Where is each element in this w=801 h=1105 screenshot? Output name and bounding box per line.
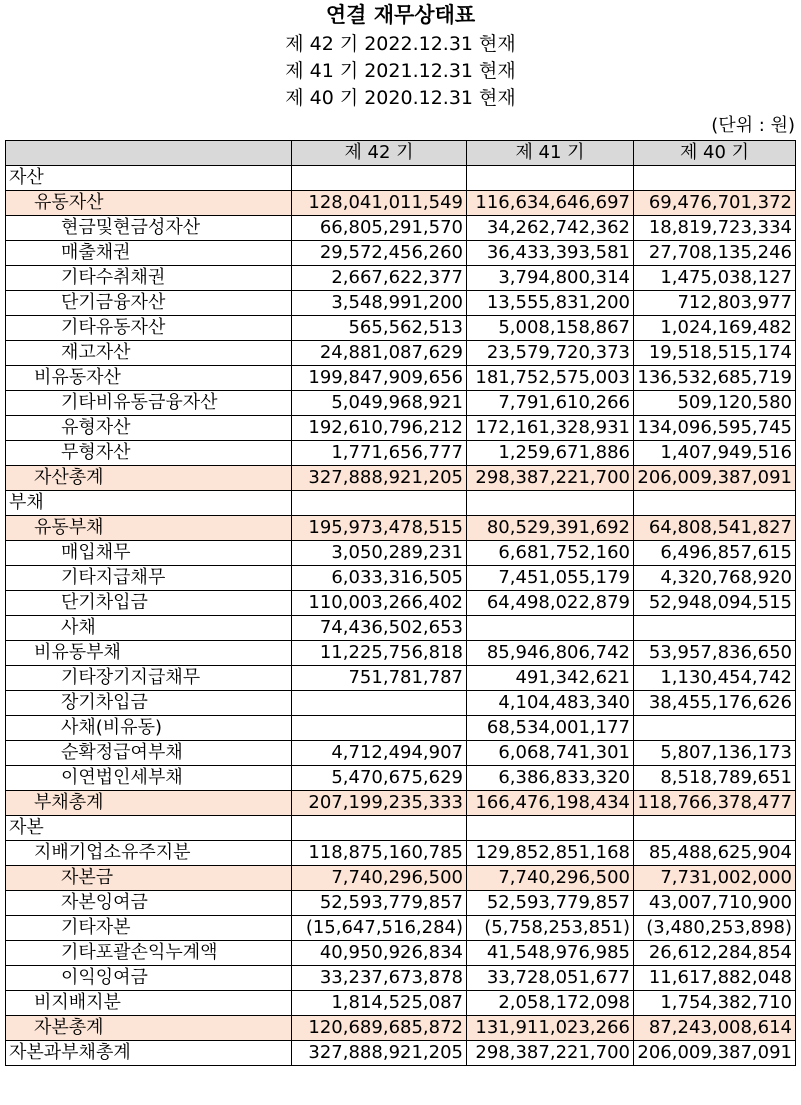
account-name-cell: 자산총계 (6, 466, 292, 491)
account-name-cell: 매입채무 (6, 541, 292, 566)
table-row (6, 441, 796, 466)
amount-cell: 7,731,002,000 (634, 866, 796, 891)
amount-cell: 712,803,977 (634, 291, 796, 316)
header-cell-period-40: 제 40 기 (634, 141, 796, 166)
table-row (6, 741, 796, 766)
unit-label: (단위 : 원) (711, 115, 795, 136)
amount-cell: 136,532,685,719 (634, 366, 796, 391)
amount-cell: 1,814,525,087 (292, 991, 467, 1016)
account-name-cell: 기타유동자산 (6, 316, 292, 341)
amount-cell: 298,387,221,700 (467, 1041, 634, 1066)
table-row (6, 791, 796, 816)
table-row (6, 666, 796, 691)
table-row (6, 566, 796, 591)
amount-cell: 8,518,789,651 (634, 766, 796, 791)
account-name-cell: 부채총계 (6, 791, 292, 816)
table-row (6, 716, 796, 741)
amount-cell: 1,407,949,516 (634, 441, 796, 466)
amount-cell: 64,808,541,827 (634, 516, 796, 541)
amount-cell: 6,386,833,320 (467, 766, 634, 791)
amount-cell: 327,888,921,205 (292, 1041, 467, 1066)
account-name-cell: 비유동자산 (6, 366, 292, 391)
account-name-cell: 순확정급여부채 (6, 741, 292, 766)
table-row (6, 1016, 796, 1041)
amount-cell: 4,104,483,340 (467, 691, 634, 716)
amount-cell: 172,161,328,931 (467, 416, 634, 441)
amount-cell (467, 166, 634, 191)
account-name-cell: 기타수취채권 (6, 266, 292, 291)
amount-cell: 24,881,087,629 (292, 341, 467, 366)
amount-cell: 52,593,779,857 (467, 891, 634, 916)
amount-cell: 110,003,266,402 (292, 591, 467, 616)
table-row (6, 541, 796, 566)
amount-cell: 131,911,023,266 (467, 1016, 634, 1041)
amount-cell (292, 491, 467, 516)
amount-cell: 181,752,575,003 (467, 366, 634, 391)
account-name-cell: 비지배지분 (6, 991, 292, 1016)
amount-cell: 120,689,685,872 (292, 1016, 467, 1041)
amount-cell: (5,758,253,851) (467, 916, 634, 941)
amount-cell: 1,754,382,710 (634, 991, 796, 1016)
account-name-cell: 무형자산 (6, 441, 292, 466)
amount-cell (634, 616, 796, 641)
amount-cell: 3,548,991,200 (292, 291, 467, 316)
amount-cell: 6,496,857,615 (634, 541, 796, 566)
account-name-cell: 사채 (6, 616, 292, 641)
amount-cell: 26,612,284,854 (634, 941, 796, 966)
amount-cell: 66,805,291,570 (292, 216, 467, 241)
amount-cell: 68,534,001,177 (467, 716, 634, 741)
amount-cell: 166,476,198,434 (467, 791, 634, 816)
amount-cell: 43,007,710,900 (634, 891, 796, 916)
amount-cell: 85,488,625,904 (634, 841, 796, 866)
table-row (6, 766, 796, 791)
account-name-cell: 기타장기지급채무 (6, 666, 292, 691)
account-name-cell: 단기차입금 (6, 591, 292, 616)
account-name-cell: 비유동부채 (6, 641, 292, 666)
amount-cell: 18,819,723,334 (634, 216, 796, 241)
amount-cell: 2,058,172,098 (467, 991, 634, 1016)
amount-cell: 11,225,756,818 (292, 641, 467, 666)
account-name-cell: 자산 (6, 166, 292, 191)
account-name-cell: 유동부채 (6, 516, 292, 541)
amount-cell: 33,237,673,878 (292, 966, 467, 991)
account-name-cell: 사채(비유동) (6, 716, 292, 741)
period-line: 제 40 기 2020.12.31 현재 (285, 87, 516, 109)
amount-cell: 5,049,968,921 (292, 391, 467, 416)
amount-cell: 509,120,580 (634, 391, 796, 416)
table-row (6, 191, 796, 216)
amount-cell: 134,096,595,745 (634, 416, 796, 441)
table-row (6, 816, 796, 841)
table-row (6, 866, 796, 891)
table-row (6, 916, 796, 941)
table-row (6, 491, 796, 516)
table-row (6, 391, 796, 416)
amount-cell: 1,771,656,777 (292, 441, 467, 466)
amount-cell: 4,712,494,907 (292, 741, 467, 766)
table-row (6, 316, 796, 341)
account-name-cell: 이익잉여금 (6, 966, 292, 991)
amount-cell (634, 716, 796, 741)
amount-cell: 5,807,136,173 (634, 741, 796, 766)
amount-cell: 1,259,671,886 (467, 441, 634, 466)
period-line: 제 41 기 2021.12.31 현재 (285, 60, 516, 82)
amount-cell: 4,320,768,920 (634, 566, 796, 591)
amount-cell: 52,593,779,857 (292, 891, 467, 916)
amount-cell: 7,740,296,500 (292, 866, 467, 891)
amount-cell: 52,948,094,515 (634, 591, 796, 616)
period-line: 제 42 기 2022.12.31 현재 (285, 33, 516, 55)
amount-cell: 199,847,909,656 (292, 366, 467, 391)
amount-cell: 118,766,378,477 (634, 791, 796, 816)
amount-cell: 5,008,158,867 (467, 316, 634, 341)
amount-cell: 6,033,316,505 (292, 566, 467, 591)
amount-cell: 5,470,675,629 (292, 766, 467, 791)
account-name-cell: 자본금 (6, 866, 292, 891)
amount-cell: 7,451,055,179 (467, 566, 634, 591)
table-row (6, 841, 796, 866)
account-name-cell: 기타자본 (6, 916, 292, 941)
table-row (6, 266, 796, 291)
table-row (6, 291, 796, 316)
amount-cell: 29,572,456,260 (292, 241, 467, 266)
table-row (6, 616, 796, 641)
table-row (6, 641, 796, 666)
account-name-cell: 재고자산 (6, 341, 292, 366)
amount-cell: 64,498,022,879 (467, 591, 634, 616)
account-name-cell: 단기금융자산 (6, 291, 292, 316)
amount-cell: 1,475,038,127 (634, 266, 796, 291)
amount-cell (292, 816, 467, 841)
amount-cell: 118,875,160,785 (292, 841, 467, 866)
account-name-cell: 부채 (6, 491, 292, 516)
table-row (6, 216, 796, 241)
account-name-cell: 자본과부채총계 (6, 1041, 292, 1066)
amount-cell: 40,950,926,834 (292, 941, 467, 966)
amount-cell: (15,647,516,284) (292, 916, 467, 941)
amount-cell: 41,548,976,985 (467, 941, 634, 966)
amount-cell: 7,740,296,500 (467, 866, 634, 891)
amount-cell: 11,617,882,048 (634, 966, 796, 991)
account-name-cell: 현금및현금성자산 (6, 216, 292, 241)
amount-cell: 2,667,622,377 (292, 266, 467, 291)
amount-cell: 192,610,796,212 (292, 416, 467, 441)
amount-cell: 116,634,646,697 (467, 191, 634, 216)
table-row (6, 466, 796, 491)
amount-cell: 206,009,387,091 (634, 466, 796, 491)
amount-cell (292, 716, 467, 741)
amount-cell: 53,957,836,650 (634, 641, 796, 666)
document-title: 연결 재무상태표 (325, 3, 476, 27)
amount-cell: 206,009,387,091 (634, 1041, 796, 1066)
amount-cell: 565,562,513 (292, 316, 467, 341)
account-name-cell: 장기차입금 (6, 691, 292, 716)
account-name-cell: 유동자산 (6, 191, 292, 216)
amount-cell: 85,946,806,742 (467, 641, 634, 666)
amount-cell: 69,476,701,372 (634, 191, 796, 216)
amount-cell: 13,555,831,200 (467, 291, 634, 316)
amount-cell: 80,529,391,692 (467, 516, 634, 541)
amount-cell: 27,708,135,246 (634, 241, 796, 266)
amount-cell: 1,130,454,742 (634, 666, 796, 691)
amount-cell: 3,794,800,314 (467, 266, 634, 291)
header-cell-period-41: 제 41 기 (467, 141, 634, 166)
amount-cell: 33,728,051,677 (467, 966, 634, 991)
amount-cell: 129,852,851,168 (467, 841, 634, 866)
table-row (6, 966, 796, 991)
account-name-cell: 기타포괄손익누계액 (6, 941, 292, 966)
amount-cell: 207,199,235,333 (292, 791, 467, 816)
amount-cell: 6,068,741,301 (467, 741, 634, 766)
amount-cell: 1,024,169,482 (634, 316, 796, 341)
amount-cell (292, 691, 467, 716)
amount-cell: 36,433,393,581 (467, 241, 634, 266)
amount-cell (467, 816, 634, 841)
amount-cell: 19,518,515,174 (634, 341, 796, 366)
amount-cell: 751,781,787 (292, 666, 467, 691)
account-name-cell: 유형자산 (6, 416, 292, 441)
account-name-cell: 자본 (6, 816, 292, 841)
account-name-cell: 자본잉여금 (6, 891, 292, 916)
amount-cell: 3,050,289,231 (292, 541, 467, 566)
amount-cell: 7,791,610,266 (467, 391, 634, 416)
account-name-cell: 기타비유동금융자산 (6, 391, 292, 416)
table-row (6, 991, 796, 1016)
amount-cell: 491,342,621 (467, 666, 634, 691)
header-cell-period-42: 제 42 기 (292, 141, 467, 166)
amount-cell: (3,480,253,898) (634, 916, 796, 941)
amount-cell (467, 491, 634, 516)
amount-cell (292, 166, 467, 191)
account-name-cell: 이연법인세부채 (6, 766, 292, 791)
table-row (6, 166, 796, 191)
table-row (6, 691, 796, 716)
amount-cell: 74,436,502,653 (292, 616, 467, 641)
amount-cell (467, 616, 634, 641)
amount-cell (634, 491, 796, 516)
table-row (6, 516, 796, 541)
table-row (6, 416, 796, 441)
amount-cell: 298,387,221,700 (467, 466, 634, 491)
header-cell-account (6, 141, 292, 166)
account-name-cell: 지배기업소유주지분 (6, 841, 292, 866)
amount-cell: 87,243,008,614 (634, 1016, 796, 1041)
account-name-cell: 자본총계 (6, 1016, 292, 1041)
amount-cell: 195,973,478,515 (292, 516, 467, 541)
table-row (6, 891, 796, 916)
table-row (6, 1041, 796, 1066)
table-row (6, 366, 796, 391)
amount-cell: 23,579,720,373 (467, 341, 634, 366)
balance-sheet-table (5, 140, 796, 1066)
amount-cell (634, 816, 796, 841)
account-name-cell: 매출채권 (6, 241, 292, 266)
amount-cell: 34,262,742,362 (467, 216, 634, 241)
amount-cell (634, 166, 796, 191)
amount-cell: 128,041,011,549 (292, 191, 467, 216)
table-row (6, 591, 796, 616)
amount-cell: 6,681,752,160 (467, 541, 634, 566)
table-row (6, 341, 796, 366)
amount-cell: 38,455,176,626 (634, 691, 796, 716)
account-name-cell: 기타지급채무 (6, 566, 292, 591)
header-row (6, 141, 796, 166)
table-row (6, 941, 796, 966)
table-row (6, 241, 796, 266)
amount-cell: 327,888,921,205 (292, 466, 467, 491)
